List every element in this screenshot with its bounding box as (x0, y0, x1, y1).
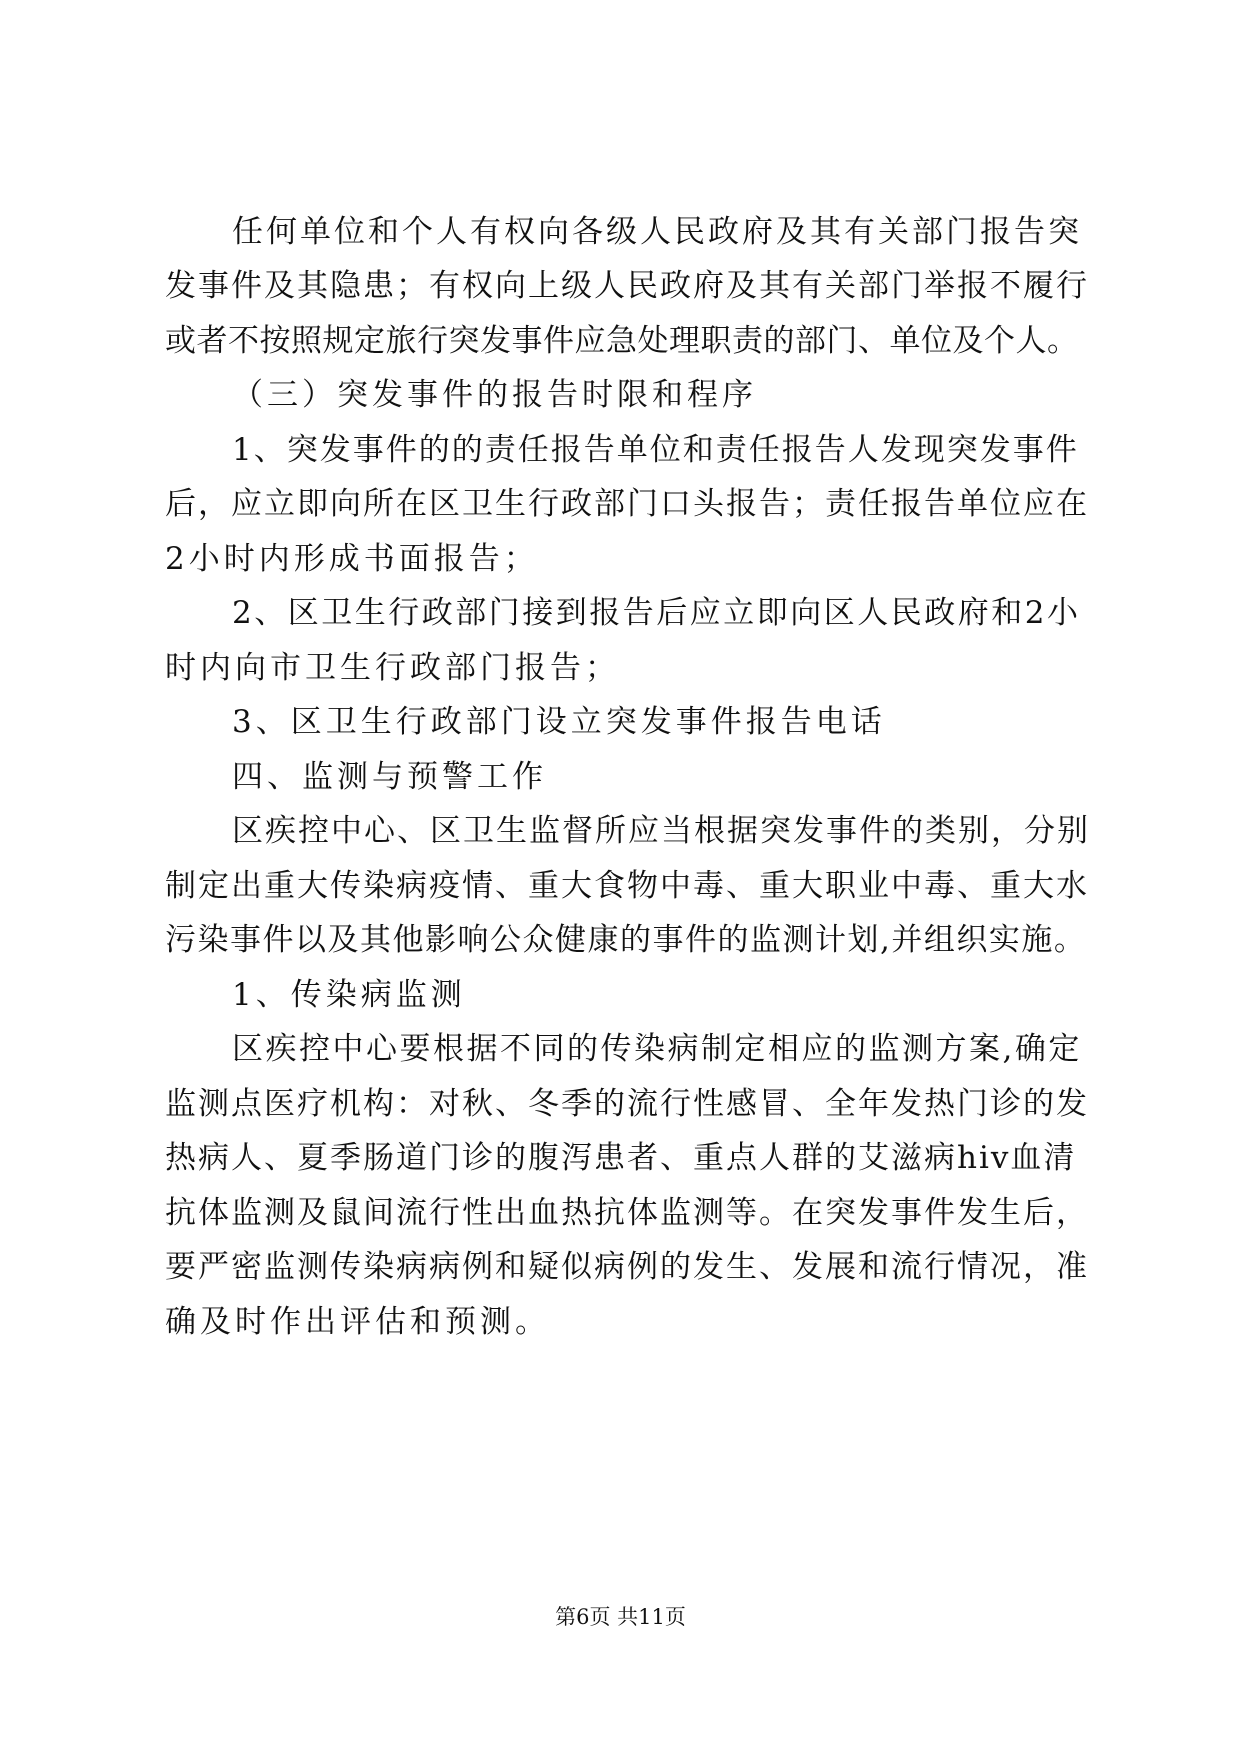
paragraph-line: 热病人、夏季肠道门诊的腹泻患者、重点人群的艾滋病hiv血清 (165, 1140, 1077, 1176)
paragraph-line: 时内向市卫生行政部门报告； (165, 650, 620, 686)
paragraph-line: 确及时作出评估和预测。 (165, 1304, 550, 1340)
paragraph-line: 制定出重大传染病疫情、重大食物中毒、重大职业中毒、重大水 (165, 868, 1089, 904)
paragraph-line: 区疾控中心、区卫生监督所应当根据突发事件的类别，分别 (232, 813, 1090, 849)
paragraph-line: 3、区卫生行政部门设立突发事件报告电话 (232, 704, 886, 740)
paragraph-line: 污染事件以及其他影响公众健康的事件的监测计划,并组织实施。 (165, 922, 1087, 958)
page-number-footer: 第6页 共11页 (555, 1605, 686, 1629)
section-heading: （三）突发事件的报告时限和程序 (232, 377, 757, 413)
paragraph-line: 发事件及其隐患；有权向上级人民政府及其有关部门举报不履行 (165, 268, 1089, 304)
paragraph-line: 监测点医疗机构：对秋、冬季的流行性感冒、全年发热门诊的发 (165, 1086, 1089, 1122)
paragraph-line: 抗体监测及鼠间流行性出血热抗体监测等。在突发事件发生后， (165, 1195, 1089, 1231)
section-heading: 四、监测与预警工作 (232, 759, 547, 795)
paragraph-line: 后，应立即向所在区卫生行政部门口头报告；责任报告单位应在 (165, 486, 1089, 522)
paragraph-line: 1、突发事件的的责任报告单位和责任报告人发现突发事件 (232, 432, 1079, 468)
paragraph-line: 或者不按照规定旅行突发事件应急处理职责的部门、单位及个人。 (165, 323, 1079, 359)
subsection-heading: 1、传染病监测 (232, 977, 466, 1013)
paragraph-line: 区疾控中心要根据不同的传染病制定相应的监测方案,确定 (232, 1031, 1082, 1067)
paragraph-line: 要严密监测传染病病例和疑似病例的发生、发展和流行情况，准 (165, 1249, 1089, 1285)
paragraph-line: 2小时内形成书面报告； (165, 541, 539, 577)
paragraph-line: 2、区卫生行政部门接到报告后应立即向区人民政府和2小 (232, 595, 1081, 631)
paragraph-line: 任何单位和个人有权向各级人民政府及其有关部门报告突 (232, 214, 1082, 250)
